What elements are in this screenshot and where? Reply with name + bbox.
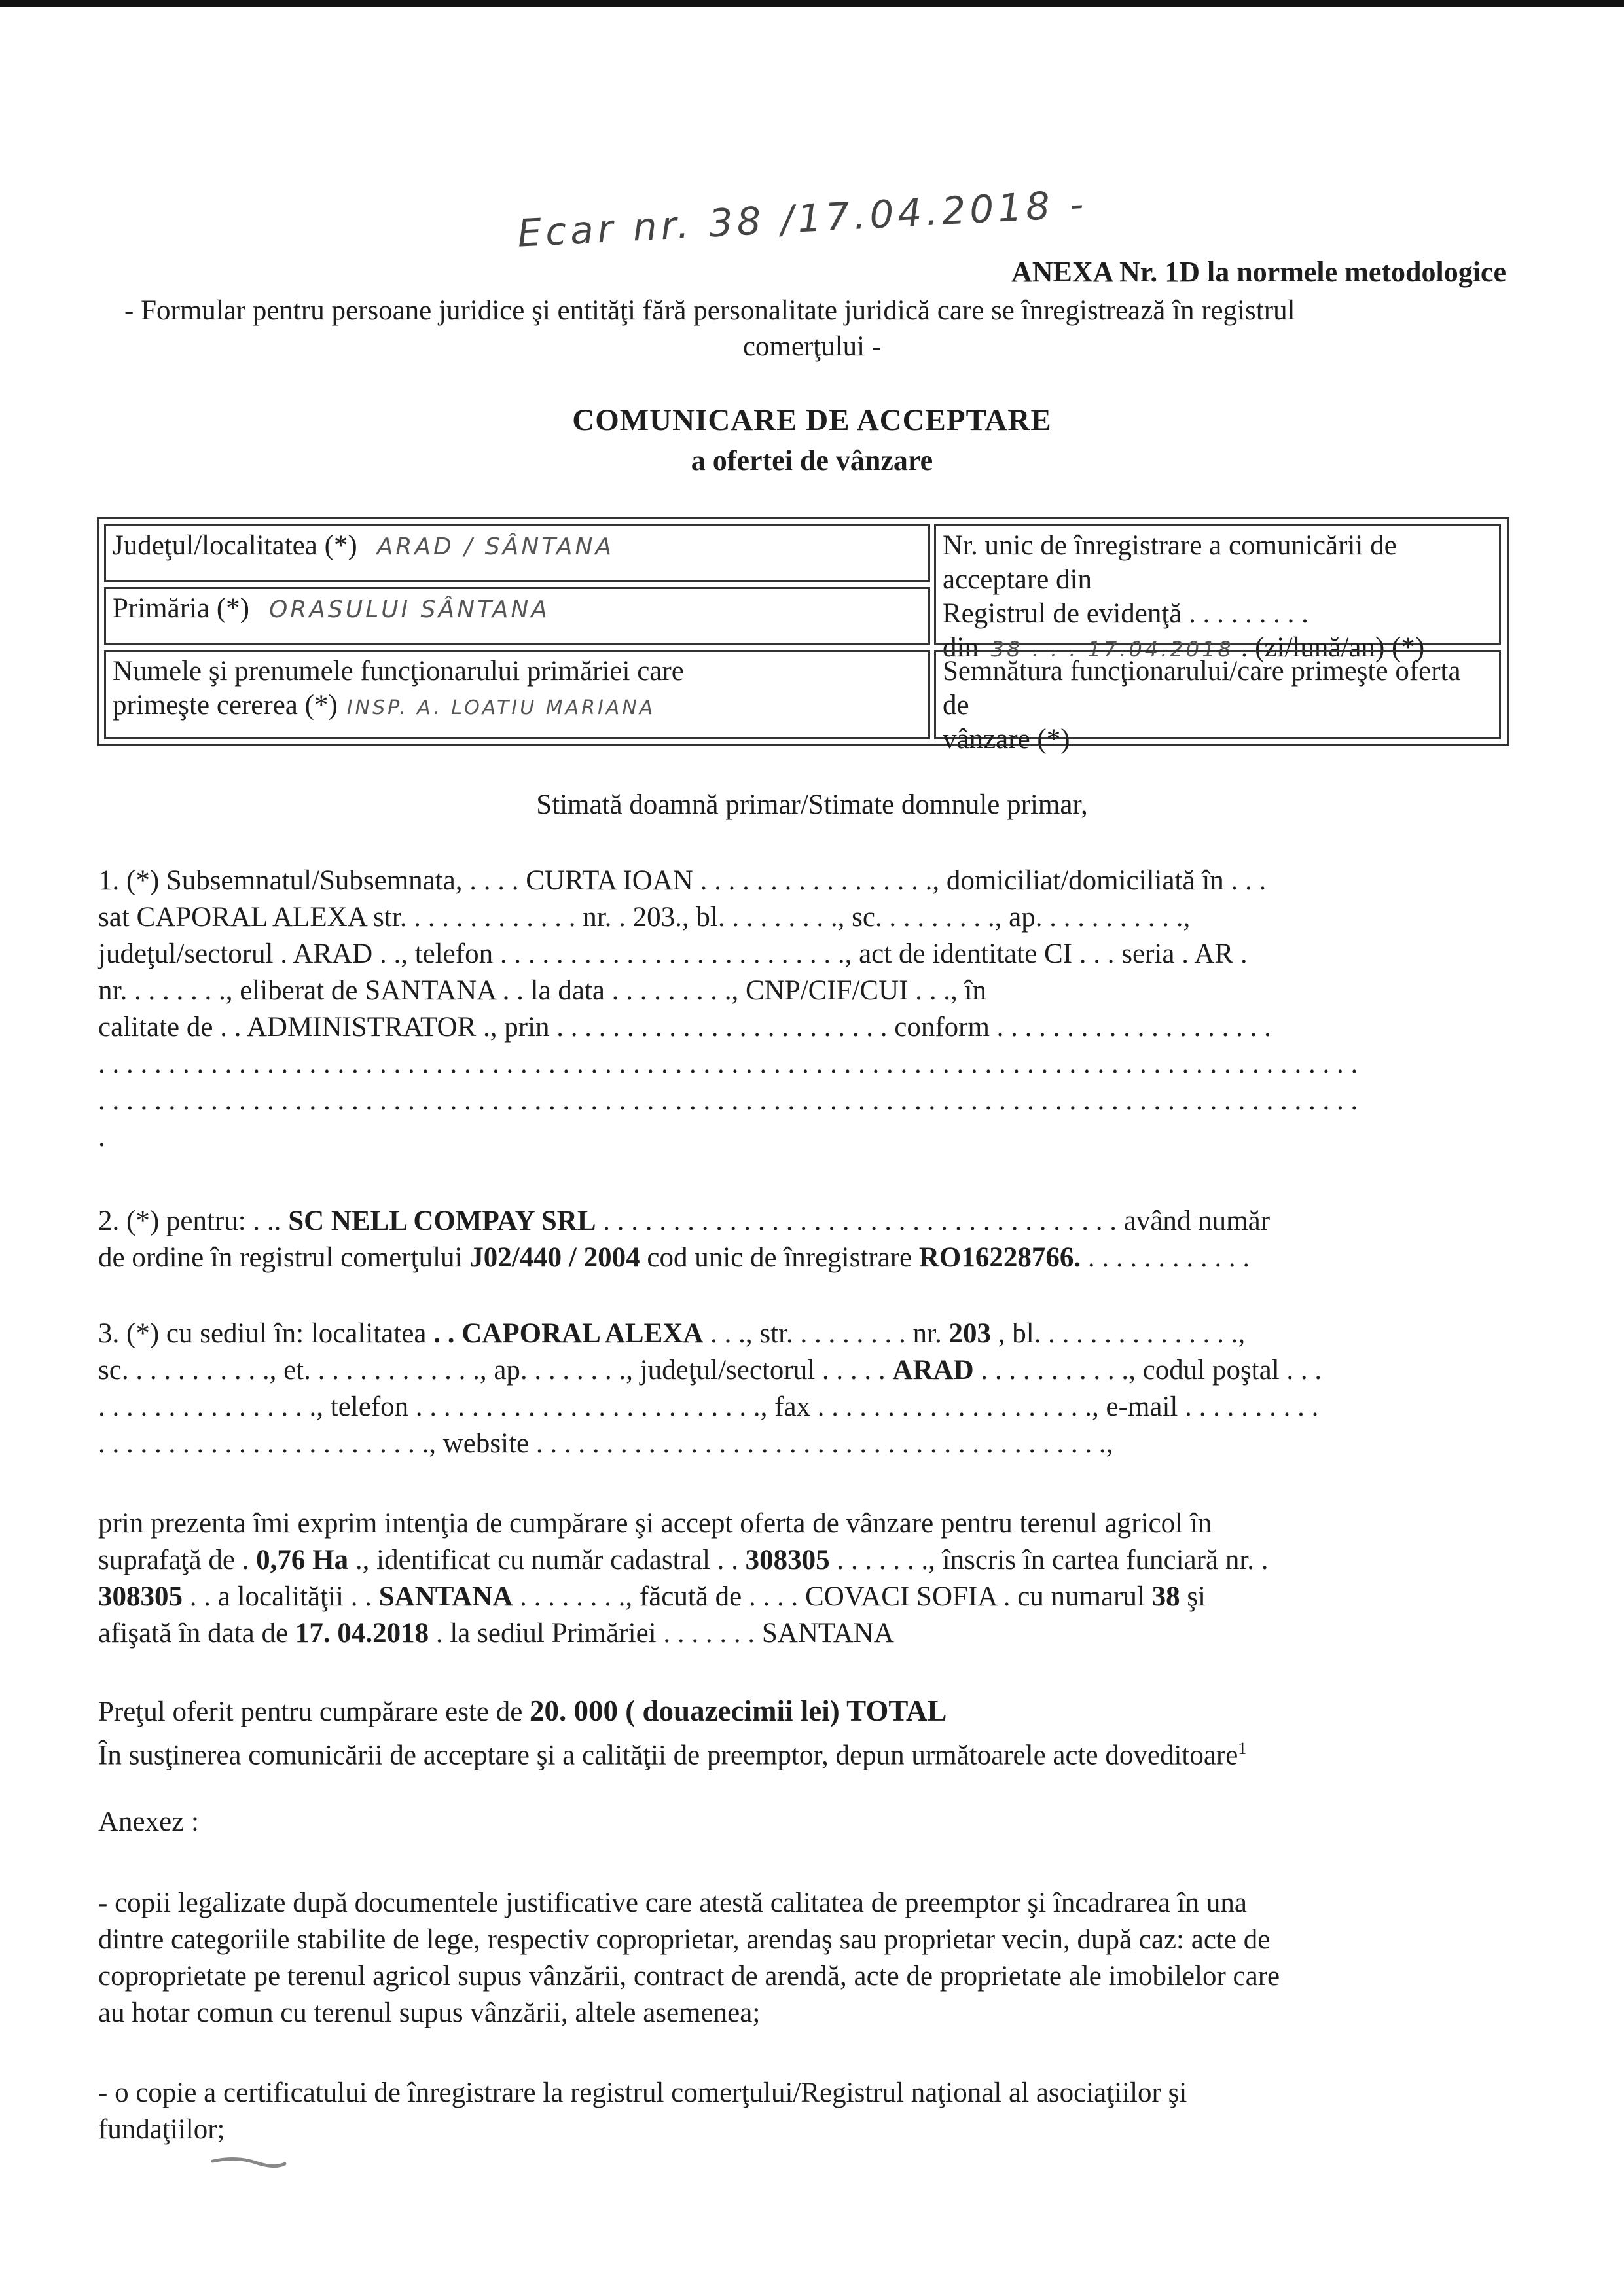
section-2-line2-prefix: de ordine în registrul comerţului — [98, 1242, 470, 1273]
document-subtitle: a ofertei de vânzare — [691, 444, 933, 476]
support-documents-text: În susţinerea comunicării de acceptare şi a calităţii de preemptor, depun următoarele acte doveditoare — [98, 1740, 1238, 1771]
intent-line2-prefix: suprafaţă de . — [98, 1545, 257, 1575]
section-2-company — [98, 1203, 1499, 1276]
offer-number: 38 — [1151, 1581, 1180, 1612]
section-1-line: calitate de . . ADMINISTRATOR ., prin . . . . . . . . . . . . . . . . . . . . . . . . conform . . . . . . . . . . . . . . . . . . . . — [98, 1012, 1271, 1043]
intent-line4-suffix: . la sediul Primăriei . . . . . . . SANTANA — [429, 1618, 894, 1649]
registration-din-label: din — [943, 632, 979, 663]
document-title: COMUNICARE DE ACCEPTARE — [572, 403, 1052, 437]
annex-item-2-line: - o copie a certificatului de înregistrare la registrul comerţului/Registrul naţional al asociaţiilor şi — [98, 2077, 1187, 2108]
section-1-applicant — [98, 863, 1499, 1156]
registration-date-format: . (zi/lună/an) (*) — [1240, 632, 1425, 663]
signature-label-line2: vânzare (*) — [943, 724, 1070, 755]
section-1-line: nr. . . . . . . ., eliberat de SANTANA . . la data . . . . . . . . ., CNP/CIF/CUI . . ., în — [98, 975, 986, 1006]
official-cell — [104, 650, 930, 739]
annex-item-2 — [98, 2075, 1499, 2148]
section-1-line: . — [98, 1122, 105, 1153]
section-2-suffix: . . . . . . . . . . . . . . . . . . . . . . . . . . . . . . . . . . . . . având număr — [596, 1206, 1271, 1236]
ink-smudge-mark — [209, 2153, 288, 2173]
scan-top-edge — [0, 0, 1624, 7]
intent-line4-prefix: afişată în data de — [98, 1618, 295, 1649]
section-3-suffix: , bl. . . . . . . . . . . . . . ., — [990, 1318, 1246, 1349]
annex-item-1-line: au hotar comun cu terenul supus vânzării, altele asemenea; — [98, 1998, 761, 2028]
form-subtitle-line2: comerţului - — [742, 331, 882, 362]
section-3-mid: . . ., str. . . . . . . . . nr. — [703, 1318, 949, 1349]
handwritten-registration-note: Ecar nr. 38 /17.04.2018 - — [516, 181, 1089, 256]
annex-item-2-line: fundaţiilor; — [98, 2114, 225, 2145]
annex-item-1-line: dintre categoriile stabilite de lege, respectiv coproprietar, arendaş sau proprietar vecin, după caz: acte de — [98, 1924, 1271, 1955]
section-2-line2-mid: cod unic de înregistrare — [640, 1242, 919, 1273]
section-2-line2-suffix: . . . . . . . . . . . . — [1081, 1242, 1250, 1273]
intent-line3-end: şi — [1180, 1581, 1206, 1612]
registration-handwritten-value: 38 . . . 17.04.2018 — [990, 637, 1234, 662]
annexes-heading: Anexez : — [98, 1806, 200, 1837]
intent-line3-suffix: . . . . . . . ., făcută de . . . . COVACI SOFIA . cu numarul — [513, 1581, 1152, 1612]
official-label-line2: primeşte cererea (*) — [113, 690, 338, 721]
section-3-line4: . . . . . . . . . . . . . . . . . . . . . . . ., website . . . . . . . . . . . . . . . . . . . . . . . . . . . . . . . . . . . . . . . . ., — [98, 1428, 1113, 1459]
annex-title: ANEXA Nr. 1D la normele metodologice — [1011, 256, 1506, 288]
land-register-number: 308305 — [98, 1581, 183, 1612]
land-area: 0,76 Ha — [256, 1545, 349, 1575]
signature-label-line1: Semnătura funcţionarului/care primeşte oferta de — [943, 656, 1461, 721]
intent-line2-suffix: . . . . . . ., înscris în cartea funciară nr. . — [829, 1545, 1269, 1575]
section-3-headquarters — [98, 1316, 1499, 1462]
section-3-line2-suffix: . . . . . . . . . . ., codul poştal . . . — [973, 1355, 1322, 1386]
form-subtitle-line1: - Formular pentru persoane juridice şi entităţi fără personalitate juridică care se înregistrează în registrul — [124, 295, 1295, 326]
county-cell — [104, 524, 930, 582]
section-2-prefix: 2. (*) pentru: . .. — [98, 1206, 289, 1236]
section-1-line: . . . . . . . . . . . . . . . . . . . . . . . . . . . . . . . . . . . . . . . . . . . . . . . . . . . . . . . . . . . . . . . . . . . . . . . . . . . . . . . . . . . . . . . . . . — [98, 1085, 1358, 1116]
hq-locality: . . CAPORAL ALEXA — [433, 1318, 704, 1349]
official-label-line1: Numele şi prenumele funcţionarului primăriei care — [113, 656, 684, 687]
section-1-line: judeţul/sectorul . ARAD . ., telefon . . . . . . . . . . . . . . . . . . . . . . . . ., act de identitate CI . . . seria . AR . — [98, 939, 1248, 969]
city-hall-cell — [104, 587, 930, 645]
intent-line3-mid: . . a localităţii . . — [183, 1581, 379, 1612]
price-label: Preţul oferit pentru cumpărare este de — [98, 1696, 530, 1727]
company-name: SC NELL COMPAY SRL — [288, 1206, 596, 1236]
section-3-prefix: 3. (*) cu sediul în: localitatea — [98, 1318, 434, 1349]
cadastral-number: 308305 — [745, 1545, 830, 1575]
hq-county: ARAD — [892, 1355, 974, 1386]
salutation: Stimată doamnă primar/Stimate domnule primar, — [536, 789, 1088, 820]
signature-cell — [934, 650, 1501, 755]
trade-register-number: J02/440 / 2004 — [469, 1242, 640, 1273]
county-label: Judeţul/localitatea (*) — [113, 530, 357, 561]
registration-label-line2: Registrul de evidenţă . . . . . . . . . — [943, 598, 1308, 629]
section-3-line3: . . . . . . . . . . . . . . . ., telefon . . . . . . . . . . . . . . . . . . . . . . . . ., fax . . . . . . . . . . . . . . . . . . . ., e-mail . . . . . . . . . . — [98, 1391, 1319, 1422]
section-1-line: . . . . . . . . . . . . . . . . . . . . . . . . . . . . . . . . . . . . . . . . . . . . . . . . . . . . . . . . . . . . . . . . . . . . . . . . . . . . . . . . . . . . . . . . . . — [98, 1049, 1358, 1079]
annex-item-1-line: coproprietate pe terenul agricol supus vânzării, contract de arendă, acte de proprietate ale imobilelor care — [98, 1961, 1280, 1992]
registration-label-line1: Nr. unic de înregistrare a comunicării de acceptare din — [943, 530, 1397, 595]
registration-table — [97, 517, 1509, 755]
section-3-line2-prefix: sc. . . . . . . . . . ., et. . . . . . . . . . . . ., ap. . . . . . . ., judeţul/sectorul . . . . . — [98, 1355, 893, 1386]
annex-item-1 — [98, 1885, 1499, 2032]
city-hall-label: Primăria (*) — [113, 593, 249, 624]
price-paragraph — [98, 1693, 1499, 1774]
section-1-line: 1. (*) Subsemnatul/Subsemnata, . . . . CURTA IOAN . . . . . . . . . . . . . . . . ., domiciliat/domiciliată în . . . — [98, 865, 1267, 896]
intent-line2-mid: ., identificat cu număr cadastral . . — [348, 1545, 746, 1575]
hq-number: 203 — [948, 1318, 991, 1349]
footnote-marker: 1 — [1238, 1739, 1247, 1758]
annexes-title — [98, 1804, 1499, 1840]
registration-number-cell — [934, 524, 1501, 663]
official-handwritten-value: INSP. A. LOATIU MARIANA — [346, 696, 656, 719]
annex-item-1-line: - copii legalizate după documentele justificative care atestă calitatea de preemptor şi încadrarea în una — [98, 1888, 1247, 1918]
intent-paragraph — [98, 1505, 1499, 1652]
price-value: 20. 000 ( douazecimii lei) TOTAL — [530, 1695, 947, 1727]
city-hall-handwritten-value: ORASULUI SÂNTANA — [268, 596, 550, 623]
unique-registration-code: RO16228766. — [918, 1242, 1081, 1273]
county-handwritten-value: ARAD / SÂNTANA — [376, 533, 614, 560]
locality-name: SANTANA — [378, 1581, 513, 1612]
intent-line1: prin prezenta îmi exprim intenţia de cumpărare şi accept oferta de vânzare pentru terenul agricol în — [98, 1508, 1212, 1539]
posting-date: 17. 04.2018 — [295, 1618, 429, 1649]
section-1-line: sat CAPORAL ALEXA str. . . . . . . . . . . . . nr. . 203., bl. . . . . . . . ., sc. . . . . . . . ., ap. . . . . . . . . . ., — [98, 902, 1191, 933]
